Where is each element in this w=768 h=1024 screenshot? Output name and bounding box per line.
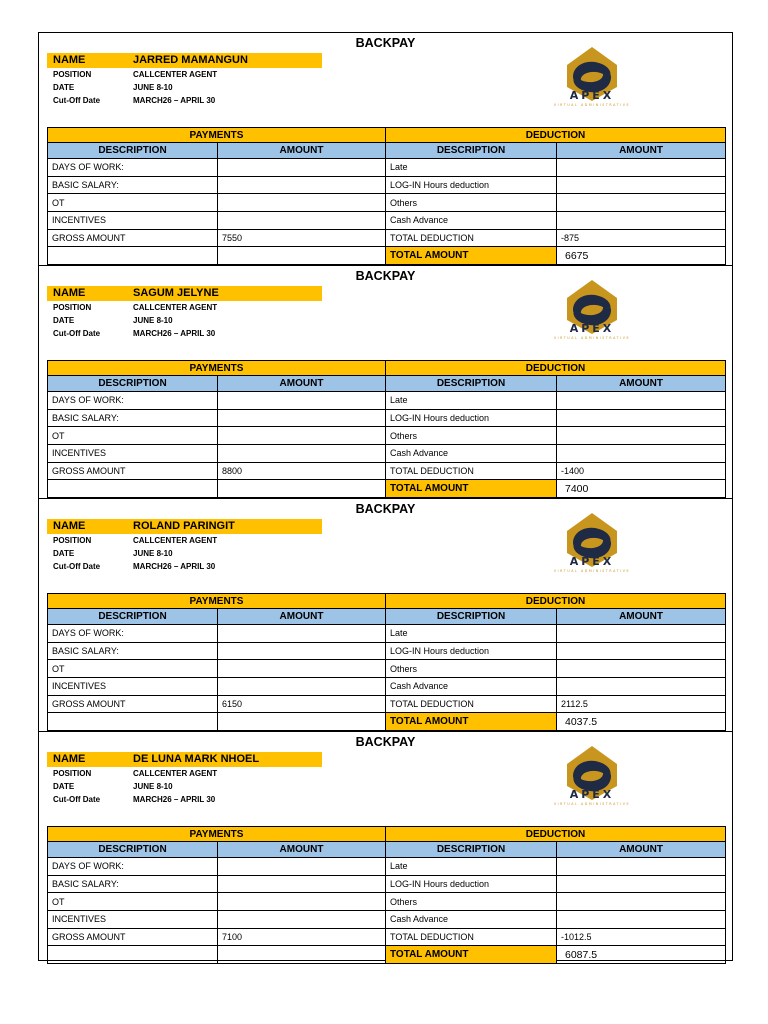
days-of-work-label: DAYS OF WORK: — [48, 625, 218, 643]
backpay-slip — [38, 731, 733, 961]
cash-advance-amount — [557, 678, 726, 696]
login-deduction-label: LOG-IN Hours deduction — [386, 176, 557, 194]
gross-amount-label: GROSS AMOUNT — [48, 928, 218, 946]
ot-label: OT — [48, 893, 218, 911]
table-row — [48, 212, 726, 230]
name-label: NAME — [53, 520, 86, 532]
incentives-amount — [218, 212, 386, 230]
late-amount — [557, 625, 726, 643]
payments-amount-header: AMOUNT — [218, 143, 386, 159]
column-header-row — [48, 376, 726, 392]
total-amount-value: 7400 — [557, 480, 726, 498]
cutoff-value: MARCH26 – APRIL 30 — [133, 562, 216, 571]
name-bar — [47, 286, 322, 301]
empty-cell — [218, 480, 386, 498]
incentives-amount — [218, 911, 386, 929]
deduction-amount-header: AMOUNT — [557, 609, 726, 625]
table-row — [48, 695, 726, 713]
name-bar — [47, 519, 322, 534]
others-amount — [557, 660, 726, 678]
ot-amount — [218, 194, 386, 212]
table-row — [48, 392, 726, 410]
deduction-amount-header: AMOUNT — [557, 143, 726, 159]
total-deduction-value: -1400 — [557, 462, 726, 480]
backpay-table — [47, 593, 726, 731]
payments-description-header: DESCRIPTION — [48, 143, 218, 159]
total-amount-label: TOTAL AMOUNT — [386, 480, 557, 498]
payments-header: PAYMENTS — [48, 361, 386, 376]
total-deduction-value: -875 — [557, 229, 726, 247]
name-bar — [47, 53, 322, 68]
late-label: Late — [386, 159, 557, 177]
backpay-slips — [38, 32, 733, 961]
days-of-work-amount — [218, 858, 386, 876]
deduction-header: DEDUCTION — [386, 361, 726, 376]
total-amount-value: 6675 — [557, 247, 726, 265]
late-label: Late — [386, 625, 557, 643]
total-amount-value: 4037.5 — [557, 713, 726, 731]
basic-salary-label: BASIC SALARY: — [48, 176, 218, 194]
gross-amount-value: 8800 — [218, 462, 386, 480]
position-value: CALLCENTER AGENT — [133, 303, 218, 312]
empty-cell — [48, 480, 218, 498]
empty-cell — [218, 247, 386, 265]
table-row — [48, 229, 726, 247]
gross-amount-value: 7100 — [218, 928, 386, 946]
payments-header: PAYMENTS — [48, 128, 386, 143]
column-header-row — [48, 842, 726, 858]
table-row — [48, 875, 726, 893]
table-row — [48, 678, 726, 696]
login-deduction-amount — [557, 875, 726, 893]
basic-salary-amount — [218, 409, 386, 427]
incentives-amount — [218, 678, 386, 696]
basic-salary-amount — [218, 875, 386, 893]
employee-name: JARRED MAMANGUN — [133, 54, 248, 66]
total-deduction-value: 2112.5 — [557, 695, 726, 713]
apex-logo-icon — [525, 742, 659, 810]
incentives-label: INCENTIVES — [48, 212, 218, 230]
table-row — [48, 928, 726, 946]
date-label: DATE — [53, 83, 75, 92]
payments-description-header: DESCRIPTION — [48, 376, 218, 392]
cash-advance-label: Cash Advance — [386, 445, 557, 463]
ot-amount — [218, 660, 386, 678]
date-value: JUNE 8-10 — [133, 782, 173, 791]
deduction-header: DEDUCTION — [386, 827, 726, 842]
date-label: DATE — [53, 549, 75, 558]
date-row — [53, 549, 173, 558]
table-row — [48, 462, 726, 480]
section-header-row — [48, 361, 726, 376]
cash-advance-amount — [557, 445, 726, 463]
apex-logo-icon — [525, 43, 659, 111]
table-row — [48, 194, 726, 212]
cash-advance-label: Cash Advance — [386, 678, 557, 696]
empty-cell — [48, 713, 218, 731]
total-amount-label: TOTAL AMOUNT — [386, 713, 557, 731]
section-header-row — [48, 594, 726, 609]
table-row — [48, 911, 726, 929]
days-of-work-label: DAYS OF WORK: — [48, 858, 218, 876]
table-row — [48, 713, 726, 731]
name-label: NAME — [53, 287, 86, 299]
incentives-amount — [218, 445, 386, 463]
cutoff-row — [53, 795, 216, 804]
empty-cell — [218, 946, 386, 964]
name-label: NAME — [53, 753, 86, 765]
date-label: DATE — [53, 316, 75, 325]
employee-name: SAGUM JELYNE — [133, 287, 219, 299]
logo-text: APEX — [569, 788, 615, 801]
days-of-work-label: DAYS OF WORK: — [48, 392, 218, 410]
others-label: Others — [386, 660, 557, 678]
basic-salary-label: BASIC SALARY: — [48, 875, 218, 893]
ot-label: OT — [48, 194, 218, 212]
gross-amount-value: 7550 — [218, 229, 386, 247]
section-header-row — [48, 128, 726, 143]
total-amount-label: TOTAL AMOUNT — [386, 247, 557, 265]
ot-amount — [218, 893, 386, 911]
logo-tagline: VIRTUAL ADMINISTRATIVE — [553, 103, 631, 107]
basic-salary-amount — [218, 642, 386, 660]
others-amount — [557, 893, 726, 911]
table-row — [48, 427, 726, 445]
position-row — [53, 303, 218, 312]
date-value: JUNE 8-10 — [133, 83, 173, 92]
slip-title: BACKPAY — [355, 502, 416, 516]
deduction-header: DEDUCTION — [386, 594, 726, 609]
slip-title: BACKPAY — [355, 36, 416, 50]
payments-amount-header: AMOUNT — [218, 376, 386, 392]
table-row — [48, 946, 726, 964]
login-deduction-label: LOG-IN Hours deduction — [386, 409, 557, 427]
late-label: Late — [386, 392, 557, 410]
position-row — [53, 70, 218, 79]
column-header-row — [48, 609, 726, 625]
cash-advance-amount — [557, 212, 726, 230]
total-deduction-label: TOTAL DEDUCTION — [386, 928, 557, 946]
payments-amount-header: AMOUNT — [218, 842, 386, 858]
position-row — [53, 536, 218, 545]
logo-text: APEX — [569, 322, 615, 335]
position-label: POSITION — [53, 303, 92, 312]
login-deduction-amount — [557, 176, 726, 194]
cutoff-row — [53, 329, 216, 338]
cutoff-row — [53, 96, 216, 105]
payments-header: PAYMENTS — [48, 827, 386, 842]
cash-advance-amount — [557, 911, 726, 929]
table-row — [48, 660, 726, 678]
deduction-description-header: DESCRIPTION — [386, 609, 557, 625]
date-value: JUNE 8-10 — [133, 316, 173, 325]
logo-tagline: VIRTUAL ADMINISTRATIVE — [553, 336, 631, 340]
total-deduction-value: -1012.5 — [557, 928, 726, 946]
days-of-work-amount — [218, 392, 386, 410]
basic-salary-label: BASIC SALARY: — [48, 642, 218, 660]
empty-cell — [48, 247, 218, 265]
cutoff-label: Cut-Off Date — [53, 96, 101, 105]
total-deduction-label: TOTAL DEDUCTION — [386, 229, 557, 247]
slip-title: BACKPAY — [355, 269, 416, 283]
column-header-row — [48, 143, 726, 159]
backpay-table — [47, 826, 726, 964]
position-row — [53, 769, 218, 778]
table-row — [48, 642, 726, 660]
total-deduction-label: TOTAL DEDUCTION — [386, 695, 557, 713]
backpay-table — [47, 360, 726, 498]
table-row — [48, 409, 726, 427]
position-value: CALLCENTER AGENT — [133, 536, 218, 545]
others-label: Others — [386, 893, 557, 911]
table-row — [48, 445, 726, 463]
ot-label: OT — [48, 660, 218, 678]
late-amount — [557, 392, 726, 410]
cutoff-value: MARCH26 – APRIL 30 — [133, 329, 216, 338]
login-deduction-amount — [557, 409, 726, 427]
table-row — [48, 247, 726, 265]
deduction-description-header: DESCRIPTION — [386, 143, 557, 159]
payments-description-header: DESCRIPTION — [48, 842, 218, 858]
date-label: DATE — [53, 782, 75, 791]
table-row — [48, 480, 726, 498]
ot-amount — [218, 427, 386, 445]
position-value: CALLCENTER AGENT — [133, 769, 218, 778]
incentives-label: INCENTIVES — [48, 678, 218, 696]
late-amount — [557, 159, 726, 177]
total-amount-label: TOTAL AMOUNT — [386, 946, 557, 964]
logo-tagline: VIRTUAL ADMINISTRATIVE — [553, 802, 631, 806]
others-label: Others — [386, 427, 557, 445]
apex-logo-icon — [525, 276, 659, 344]
others-amount — [557, 427, 726, 445]
backpay-slip — [38, 265, 733, 498]
empty-cell — [218, 713, 386, 731]
empty-cell — [48, 946, 218, 964]
employee-name: ROLAND PARINGIT — [133, 520, 235, 532]
deduction-description-header: DESCRIPTION — [386, 376, 557, 392]
incentives-label: INCENTIVES — [48, 911, 218, 929]
login-deduction-amount — [557, 642, 726, 660]
deduction-header: DEDUCTION — [386, 128, 726, 143]
gross-amount-label: GROSS AMOUNT — [48, 462, 218, 480]
backpay-table — [47, 127, 726, 265]
name-bar — [47, 752, 322, 767]
cutoff-value: MARCH26 – APRIL 30 — [133, 795, 216, 804]
incentives-label: INCENTIVES — [48, 445, 218, 463]
table-row — [48, 893, 726, 911]
deduction-description-header: DESCRIPTION — [386, 842, 557, 858]
logo-text: APEX — [569, 555, 615, 568]
cutoff-label: Cut-Off Date — [53, 562, 101, 571]
payments-amount-header: AMOUNT — [218, 609, 386, 625]
deduction-amount-header: AMOUNT — [557, 376, 726, 392]
cash-advance-label: Cash Advance — [386, 212, 557, 230]
employee-name: DE LUNA MARK NHOEL — [133, 753, 260, 765]
apex-logo-icon — [525, 509, 659, 577]
cutoff-value: MARCH26 – APRIL 30 — [133, 96, 216, 105]
gross-amount-label: GROSS AMOUNT — [48, 695, 218, 713]
payments-description-header: DESCRIPTION — [48, 609, 218, 625]
login-deduction-label: LOG-IN Hours deduction — [386, 875, 557, 893]
basic-salary-label: BASIC SALARY: — [48, 409, 218, 427]
days-of-work-amount — [218, 625, 386, 643]
table-row — [48, 858, 726, 876]
total-amount-value: 6087.5 — [557, 946, 726, 964]
logo-tagline: VIRTUAL ADMINISTRATIVE — [553, 569, 631, 573]
cutoff-label: Cut-Off Date — [53, 795, 101, 804]
gross-amount-label: GROSS AMOUNT — [48, 229, 218, 247]
deduction-amount-header: AMOUNT — [557, 842, 726, 858]
logo-text: APEX — [569, 89, 615, 102]
position-label: POSITION — [53, 769, 92, 778]
days-of-work-amount — [218, 159, 386, 177]
name-label: NAME — [53, 54, 86, 66]
table-row — [48, 159, 726, 177]
table-row — [48, 176, 726, 194]
cutoff-row — [53, 562, 216, 571]
late-label: Late — [386, 858, 557, 876]
position-label: POSITION — [53, 70, 92, 79]
login-deduction-label: LOG-IN Hours deduction — [386, 642, 557, 660]
position-value: CALLCENTER AGENT — [133, 70, 218, 79]
basic-salary-amount — [218, 176, 386, 194]
payments-header: PAYMENTS — [48, 594, 386, 609]
gross-amount-value: 6150 — [218, 695, 386, 713]
cutoff-label: Cut-Off Date — [53, 329, 101, 338]
slip-title: BACKPAY — [355, 735, 416, 749]
backpay-slip — [38, 498, 733, 731]
cash-advance-label: Cash Advance — [386, 911, 557, 929]
days-of-work-label: DAYS OF WORK: — [48, 159, 218, 177]
others-amount — [557, 194, 726, 212]
position-label: POSITION — [53, 536, 92, 545]
backpay-slip — [38, 32, 733, 265]
date-row — [53, 316, 173, 325]
date-value: JUNE 8-10 — [133, 549, 173, 558]
total-deduction-label: TOTAL DEDUCTION — [386, 462, 557, 480]
others-label: Others — [386, 194, 557, 212]
late-amount — [557, 858, 726, 876]
ot-label: OT — [48, 427, 218, 445]
date-row — [53, 83, 173, 92]
table-row — [48, 625, 726, 643]
section-header-row — [48, 827, 726, 842]
date-row — [53, 782, 173, 791]
